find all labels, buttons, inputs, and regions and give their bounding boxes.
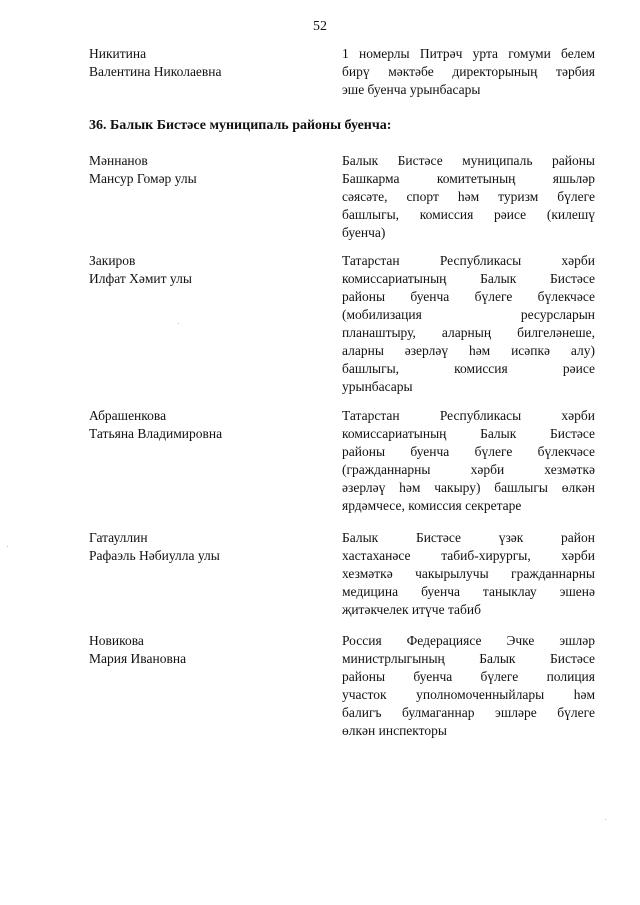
- description-line: хастаханәсе табиб-хирургы, хәрби: [342, 548, 595, 563]
- surname: Мәннанов: [89, 153, 148, 168]
- given-name: Валентина Николаевна: [89, 64, 222, 79]
- scan-speck: [178, 323, 179, 324]
- given-name: Илфат Хәмит улы: [89, 271, 192, 286]
- description-line: районы буенча бүлеге полиция: [342, 669, 595, 684]
- description-line: Татарстан Республикасы хәрби: [342, 408, 595, 423]
- given-name: Мария Ивановна: [89, 651, 187, 666]
- given-name: Мансур Гомәр улы: [89, 171, 197, 186]
- person-name: [89, 632, 319, 668]
- surname: Закиров: [89, 253, 136, 268]
- scan-speck: [605, 819, 606, 820]
- description-line: (мобилизация ресурсларын: [342, 307, 595, 322]
- description-line: Татарстан Республикасы хәрби: [342, 253, 595, 268]
- description-line: урынбасары: [342, 379, 413, 394]
- section-heading: 36. Балык Бистәсе муниципаль районы буенча:: [89, 118, 392, 133]
- description-line: районы буенча бүлеге бүлекчәсе: [342, 289, 595, 304]
- description-line: өлкән инспекторы: [342, 723, 447, 738]
- person-name: [89, 152, 319, 188]
- description-line: балигъ булмаганнар эшләре бүлеге: [342, 705, 595, 720]
- description-line: 1 номерлы Питрәч урта гомуми белем: [342, 46, 595, 61]
- description-line: башлыгы, комиссия рәисе (килешү: [342, 207, 595, 222]
- description-line: җитәкчелек итүче табиб: [342, 602, 481, 617]
- description-line: комиссариатының Балык Бистәсе: [342, 271, 595, 286]
- description-line: эше буенча урынбасары: [342, 82, 481, 97]
- description-line: участок уполномоченныйлары һәм: [342, 687, 595, 702]
- description-line: медицина буенча таныклау эшенә: [342, 584, 595, 599]
- person-name: [89, 529, 319, 565]
- description-line: министрлыгының Балык Бистәсе: [342, 651, 595, 666]
- description-line: (гражданнарны хәрби хезмәткә: [342, 462, 595, 477]
- description-line: әзерләү һәм чакыру) башлыгы өлкән: [342, 480, 595, 495]
- description-line: Россия Федерациясе Эчке эшләр: [342, 633, 595, 648]
- description-line: Балык Бистәсе муниципаль районы: [342, 153, 595, 168]
- person-name: [89, 252, 319, 288]
- surname: Новикова: [89, 633, 144, 648]
- position-description: [342, 407, 595, 515]
- description-line: комиссариатының Балык Бистәсе: [342, 426, 595, 441]
- position-description: [342, 152, 595, 242]
- position-description: [342, 252, 595, 396]
- description-line: планаштыру, аларның билгеләнеше,: [342, 325, 595, 340]
- description-line: сәясәте, спорт һәм туризм бүлеге: [342, 189, 595, 204]
- person-name: [89, 45, 319, 81]
- surname: Никитина: [89, 46, 147, 61]
- description-line: Башкарма комитетының яшьләр: [342, 171, 595, 186]
- description-line: Балык Бистәсе үзәк район: [342, 530, 595, 545]
- given-name: Татьяна Владимировна: [89, 426, 223, 441]
- surname: Абрашенкова: [89, 408, 167, 423]
- description-line: аларны әзерләү һәм исәпкә алу): [342, 343, 595, 358]
- description-line: буенча): [342, 225, 386, 240]
- position-description: [342, 529, 595, 619]
- description-line: районы буенча бүлеге бүлекчәсе: [342, 444, 595, 459]
- description-line: башлыгы, комиссия рәисе: [342, 361, 595, 376]
- description-line: бирү мәктәбе директорының тәрбия: [342, 64, 595, 79]
- page-number: 52: [313, 19, 327, 34]
- surname: Гатауллин: [89, 530, 148, 545]
- description-line: хезмәткә чакырылучы гражданнарны: [342, 566, 595, 581]
- position-description: [342, 632, 595, 740]
- position-description: [342, 45, 595, 99]
- given-name: Рафаэль Нәбиулла улы: [89, 548, 220, 563]
- scan-speck: [7, 546, 8, 547]
- person-name: [89, 407, 319, 443]
- description-line: ярдәмчесе, комиссия секретаре: [342, 498, 522, 513]
